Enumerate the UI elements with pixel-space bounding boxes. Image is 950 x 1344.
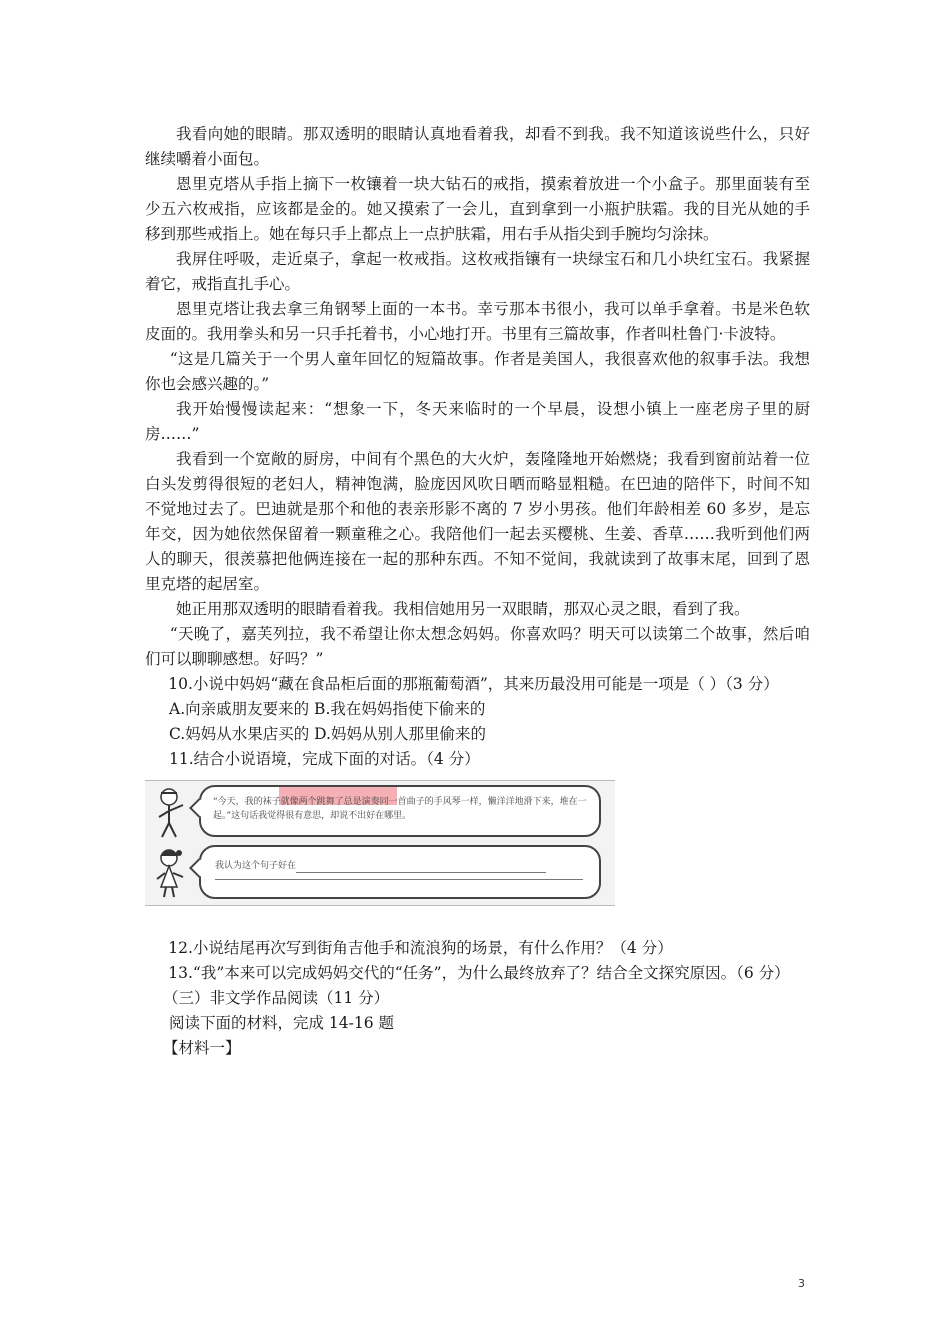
question-11-stem: 11.结合小说语境，完成下面的对话。（4 分） bbox=[169, 750, 480, 768]
answer-blank-2[interactable] bbox=[215, 879, 583, 880]
story-paragraph-9: “天晚了，嘉芙列拉，我不希望让你太想念妈妈。你喜欢吗？明天可以读第二个故事，然后咱们可以聊聊感想。好吗？” bbox=[145, 625, 810, 668]
story-paragraph-3: 我屏住呼吸，走近桌子，拿起一枚戒指。这枚戒指镶有一块绿宝石和几小块红宝石。我紧握着它，戒指直扎手心。 bbox=[145, 250, 810, 293]
section-instruction: 阅读下面的材料，完成 14-16 题 bbox=[169, 1014, 395, 1032]
story-paragraph-4: 恩里克塔让我去拿三角钢琴上面的一本书。幸亏那本书很小，我可以单手拿着。书是米色软皮面的。我用拳头和另一只手托着书，小心地打开。书里有三篇故事，作者叫杜鲁门·卡波特。 bbox=[145, 300, 810, 343]
story-paragraph-8: 她正用那双透明的眼睛看着我。我相信她用另一双眼睛，那双心灵之眼，看到了我。 bbox=[176, 600, 750, 618]
story-paragraph-2: 恩里克塔从手指上摘下一枚镶着一块大钻石的戒指，摸索着放进一个小盒子。那里面装有至少五六枚戒指，应该都是金的。她又摸索了一会儿，直到拿到一小瓶护肤霜。我的目光从她的手移到那些戒指上。她在每只手上都点上一点护肤霜，用右手从指尖到手腕均匀涂抹。 bbox=[145, 175, 810, 243]
page-number: 3 bbox=[798, 1277, 805, 1290]
question-10-options-ab: A.向亲戚朋友要来的 B.我在妈妈指使下偷来的 bbox=[169, 700, 486, 718]
bubble-quote-text: “今天，我的袜子就像两个跳舞了总是演奏同一首曲子的手风琴一样，懒洋洋地滑下来，堆在一起。”这句话我觉得很有意思，却说不出好在哪里。 bbox=[213, 797, 587, 821]
answer-blank-1[interactable] bbox=[296, 860, 546, 873]
dialogue-illustration bbox=[145, 780, 615, 906]
question-13: 13.“我”本来可以完成妈妈交代的“任务”，为什么最终放弃了？结合全文探究原因。（6 分） bbox=[168, 964, 790, 982]
girl-figure-icon bbox=[149, 847, 193, 899]
question-10-stem: 10.小说中妈妈“藏在食品柜后面的那瓶葡萄酒”，其来历最没用可能是一项是（ ）（3 分） bbox=[168, 675, 779, 693]
page-content bbox=[145, 122, 810, 1061]
question-12: 12.小说结尾再次写到街角吉他手和流浪狗的场景，有什么作用？（4 分） bbox=[168, 939, 673, 957]
section-heading: （三）非文学作品阅读（11 分） bbox=[163, 989, 390, 1007]
story-paragraph-1: 我看向她的眼睛。那双透明的眼睛认真地看着我，却看不到我。我不知道该说些什么，只好继续嚼着小面包。 bbox=[145, 125, 810, 168]
bubble-answer-prefix: 我认为这个句子好在 bbox=[215, 861, 297, 871]
boy-figure-icon bbox=[149, 787, 193, 839]
story-paragraph-6: 我开始慢慢读起来：“想象一下，冬天来临时的一个早晨，设想小镇上一座老房子里的厨房……” bbox=[145, 400, 810, 443]
speech-bubble-answer bbox=[199, 845, 601, 899]
material-label: 【材料一】 bbox=[163, 1039, 241, 1057]
story-paragraph-7: 我看到一个宽敞的厨房，中间有个黑色的大火炉，轰隆隆地开始燃烧；我看到窗前站着一位白头发剪得很短的老妇人，精神饱满，脸庞因风吹日晒而略显粗糙。在巴迪的陪伴下，时间不知不觉地过去了。巴迪就是那个和他的表亲形影不离的 7 岁小男孩。他们年龄相差 60 多岁，是忘年交，因为她依然保留着一颗童稚之心。我陪他们一起去买樱桃、生姜、香草……我听到他们两人的聊天，很羡慕把他俩连接在一起的那种东西。不知不觉间，我就读到了故事末尾，回到了恩里克塔的起居室。 bbox=[145, 450, 810, 593]
question-10-options-cd: C.妈妈从水果店买的 D.妈妈从别人那里偷来的 bbox=[169, 725, 486, 743]
story-paragraph-5: “这是几篇关于一个男人童年回忆的短篇故事。作者是美国人，我很喜欢他的叙事手法。我想你也会感兴趣的。” bbox=[145, 350, 810, 393]
speech-bubble-quote bbox=[199, 785, 601, 837]
